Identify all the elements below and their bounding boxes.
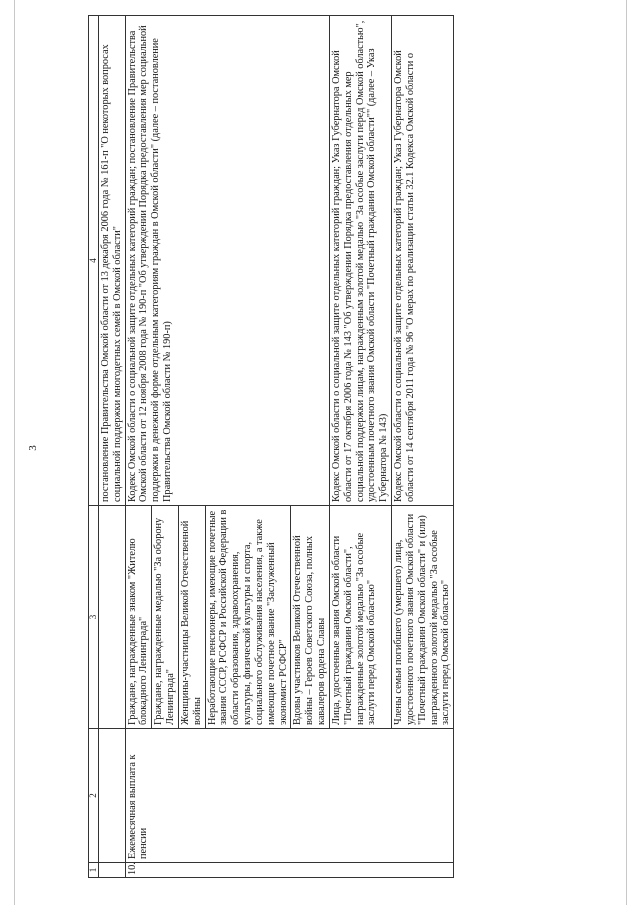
cell-category: Члены семьи погибшего (умершего) лица, удостоенного почетного звания Омской области "Почетный гражданин Омской области" и (или) награжденного золотой медалью "За особые заслуги перед Омской областью" bbox=[392, 506, 454, 729]
scan-edge-bottom bbox=[626, 0, 627, 905]
cell-legal-basis: Кодекс Омской области о социальной защите отдельных категорий граждан; постановление Правительства Омской области от 12 ноября 2008 года № 190-п "Об утверждении Порядка предоставления мер социальной поддержки в денежной форме отдельным категориям граждан в Омской области" (далее – постановление Правительства Омской области № 190-п) bbox=[125, 16, 329, 506]
header-row bbox=[89, 16, 99, 878]
cell-legal-basis: постановление Правительства Омской области от 13 декабря 2006 года № 161-п "О некоторых вопросах социальной поддержки многодетных семей в Омской области" bbox=[99, 16, 126, 506]
header-col-3: 3 bbox=[89, 506, 99, 729]
table-row bbox=[125, 16, 152, 878]
header-col-4: 4 bbox=[89, 16, 99, 506]
page-number: 3 bbox=[26, 445, 39, 451]
cell-category: Вдовы участников Великой Отечественной войны – Героев Советского Союза, полных кавалеров ордена Славы bbox=[291, 506, 329, 729]
header-col-2: 2 bbox=[89, 729, 99, 863]
header-col-1: 1 bbox=[89, 863, 99, 878]
row-number: 10. bbox=[125, 863, 454, 878]
benefits-table bbox=[88, 15, 454, 878]
cell-category: Граждане, награжденные медалью "За оборону Ленинграда" bbox=[152, 506, 179, 729]
cell-empty bbox=[99, 863, 126, 878]
cell-empty bbox=[99, 729, 126, 863]
table-row-continuation bbox=[99, 16, 126, 878]
cell-measure: Ежемесячная выплата к пенсии bbox=[125, 729, 454, 863]
cell-category: Женщины-участницы Великой Отечественной войны bbox=[178, 506, 205, 729]
cell-category: Неработающие пенсионеры, имеющие почетные звания СССР, РСФСР и Российской Федерации в области образования, здравоохранения, культуры, физической культуры и спорта, социального обслуживания населения, а также имеющие почетное звание "Заслуженный экономист РСФСР" bbox=[205, 506, 291, 729]
cell-category: Граждане, награжденные знаком "Жителю блокадного Ленинграда" bbox=[125, 506, 152, 729]
scan-edge-top bbox=[14, 0, 15, 905]
cell-empty bbox=[99, 506, 126, 729]
cell-legal-basis: Кодекс Омской области о социальной защите отдельных категорий граждан; Указ Губернатора Омской области от 17 октября 2006 года № 143 "Об утверждении Порядка предоставления отдельных мер социальной поддержки лицам, награжденным золотой медалью "За особые заслуги перед Омской областью", удостоенным почетного звания Омской области "Почетный гражданин Омской области"" (далее – Указ Губернатора № 143) bbox=[329, 16, 391, 506]
cell-legal-basis: Кодекс Омской области о социальной защите отдельных категорий граждан; Указ Губернатора Омской области от 14 сентября 2011 года № 96 "О мерах по реализации статьи 32.1 Кодекса Омской области о bbox=[392, 16, 454, 506]
cell-category: Лица, удостоенные звания Омской области "Почетный гражданин Омской области", награжденные золотой медалью "За особые заслуги перед Омской областью" bbox=[329, 506, 391, 729]
